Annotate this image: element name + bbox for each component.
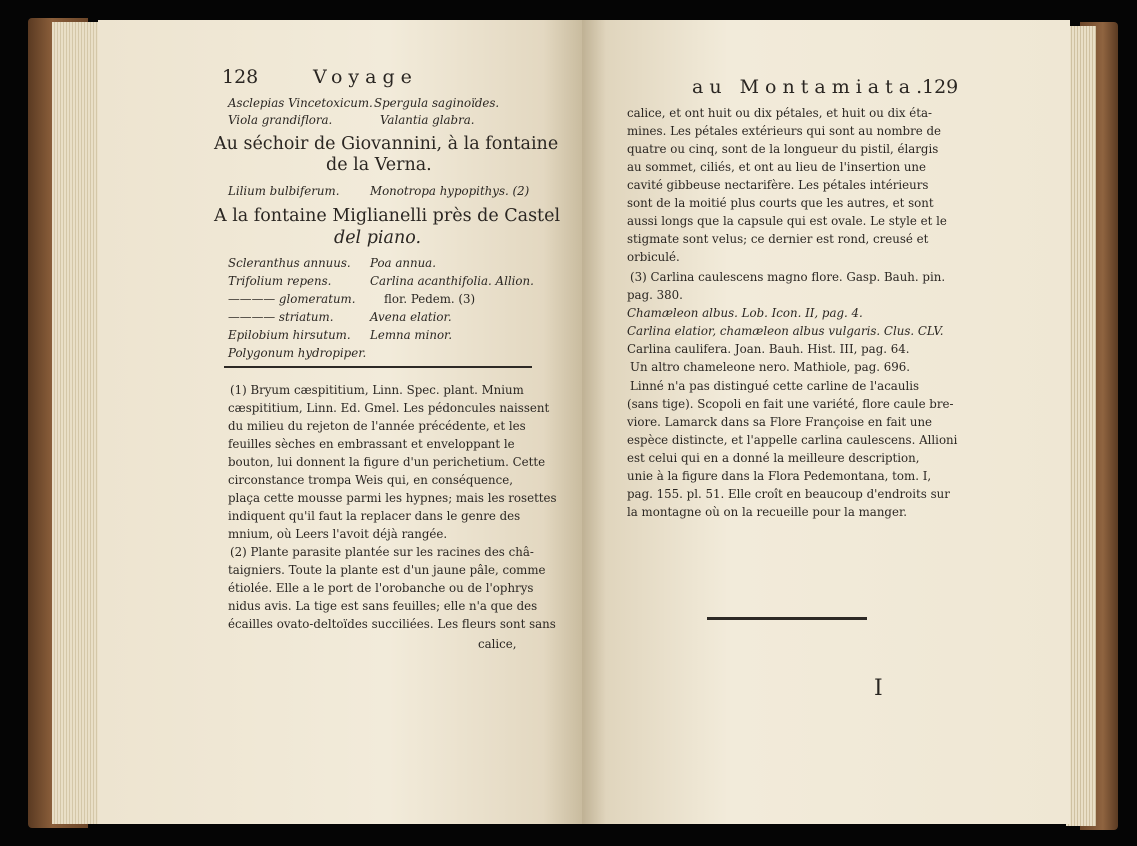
text-line: sont de la moitié plus courts que les autres, et sont <box>627 196 934 210</box>
species-name: Viola grandiflora. <box>228 113 333 127</box>
locality-heading-continued: del piano. <box>334 228 422 248</box>
text-line: est celui qui en a donné la meilleure description, <box>627 451 920 465</box>
species-name: Spergula saginoïdes. <box>374 96 500 110</box>
text-line: quatre ou cinq, sont de la longueur du pistil, élargis <box>627 142 939 156</box>
text-line: la montagne où on la recueille pour la manger. <box>627 505 908 519</box>
text-line: aussi longs que la capsule qui est ovale. Le style et le <box>627 214 947 228</box>
species-name: Valantia glabra. <box>380 113 475 127</box>
right-page-number: 129 <box>922 76 959 98</box>
species-reference: flor. Pedem. (3) <box>384 292 476 306</box>
footnote-line: (1) Bryum cæspititium, Linn. Spec. plant. Mnium <box>230 383 524 397</box>
species-name: Monotropa hypopithys. (2) <box>370 184 530 198</box>
footnote-line: cæspititium, Linn. Ed. Gmel. Les pédoncules naissent <box>228 401 550 415</box>
text-line: calice, et ont huit ou dix pétales, et huit ou dix éta- <box>627 106 933 120</box>
footnote-line: (2) Plante parasite plantée sur les racines des châ- <box>230 545 534 559</box>
footnote-line: feuilles sèches en embrassant et enveloppant le <box>228 437 515 451</box>
footnote-line: bouton, lui donnent la figure d'un perichetium. Cette <box>228 455 546 469</box>
text-line: pag. 155. pl. 51. Elle croît en beaucoup d'endroits sur <box>627 487 950 501</box>
footnote-line: plaça cette mousse parmi les hypnes; mais les rosettes <box>228 491 557 505</box>
text-line: (sans tige). Scopoli en fait une variété, flore caule bre- <box>627 397 954 411</box>
species-name: Carlina acanthifolia. Allion. <box>370 274 534 288</box>
footnote-line: du milieu du rejeton de l'année précédente, et les <box>228 419 526 433</box>
text-line: Un altro chameleone nero. Mathiole, pag. 696. <box>630 360 911 374</box>
footnote-line: indiquent qu'il faut la replacer dans le genre des <box>228 509 521 523</box>
text-line: pag. 380. <box>627 288 683 302</box>
text-line: Chamæleon albus. Lob. Icon. II, pag. 4. <box>627 306 863 320</box>
footnote-rule <box>224 366 532 368</box>
right-running-head: au Montamiata. <box>692 76 929 98</box>
catchword: calice, <box>478 637 517 651</box>
species-name: ———— glomeratum. <box>228 292 356 306</box>
footnote-line: taigniers. Toute la plante est d'un jaune pâle, comme <box>228 563 546 577</box>
text-line: mines. Les pétales extérieurs qui sont au nombre de <box>627 124 942 138</box>
page-edges-left <box>52 22 102 824</box>
species-name: ———— striatum. <box>228 310 334 324</box>
text-line: Linné n'a pas distingué cette carline de l'acaulis <box>630 379 920 393</box>
locality-heading: Au séchoir de Giovannini, à la fontaine <box>214 134 559 154</box>
species-name: Trifolium repens. <box>228 274 332 288</box>
text-line: Carlina elatior, chamæleon albus vulgaris. Clus. CLV. <box>627 324 944 338</box>
text-line: Carlina caulifera. Joan. Bauh. Hist. III, pag. 64. <box>627 342 910 356</box>
footnote-line: écailles ovato-deltoïdes succiliées. Les fleurs sont sans <box>228 617 556 631</box>
species-name: Lilium bulbiferum. <box>228 184 340 198</box>
footnote-line: mnium, où Leers l'avoit déjà rangée. <box>228 527 448 541</box>
end-rule <box>707 617 867 620</box>
text-line: (3) Carlina caulescens magno flore. Gasp. Bauh. pin. <box>630 270 946 284</box>
species-name: Asclepias Vincetoxicum. <box>228 96 373 110</box>
text-line: unie à la figure dans la Flora Pedemontana, tom. I, <box>627 469 932 483</box>
locality-heading-continued: de la Verna. <box>326 155 432 175</box>
species-name: Lemna minor. <box>370 328 453 342</box>
text-line: au sommet, ciliés, et ont au lieu de l'insertion une <box>627 160 926 174</box>
text-line: orbiculé. <box>627 250 680 264</box>
species-name: Avena elatior. <box>370 310 452 324</box>
signature-mark: I <box>874 676 883 701</box>
footnote-line: étiolée. Elle a le port de l'orobanche ou de l'ophrys <box>228 581 534 595</box>
text-line: viore. Lamarck dans sa Flore Françoise en fait une <box>627 415 933 429</box>
text-line: espèce distincte, et l'appelle carlina caulescens. Allioni <box>627 433 958 447</box>
species-name: Scleranthus annuus. <box>228 256 351 270</box>
text-line: stigmate sont velus; ce dernier est rond, creusé et <box>627 232 929 246</box>
left-page-number: 128 <box>222 66 259 88</box>
species-name: Epilobium hirsutum. <box>228 328 351 342</box>
footnote-line: nidus avis. La tige est sans feuilles; elle n'a que des <box>228 599 538 613</box>
footnote-line: circonstance trompa Weis qui, en conséquence, <box>228 473 513 487</box>
species-name: Poa annua. <box>370 256 436 270</box>
species-name: Polygonum hydropiper. <box>228 346 367 360</box>
locality-heading: A la fontaine Miglianelli près de Castel <box>214 206 561 226</box>
page-edges-right <box>1066 26 1096 826</box>
left-running-head: Voyage <box>313 66 418 88</box>
text-line: cavité gibbeuse nectarifère. Les pétales intérieurs <box>627 178 929 192</box>
